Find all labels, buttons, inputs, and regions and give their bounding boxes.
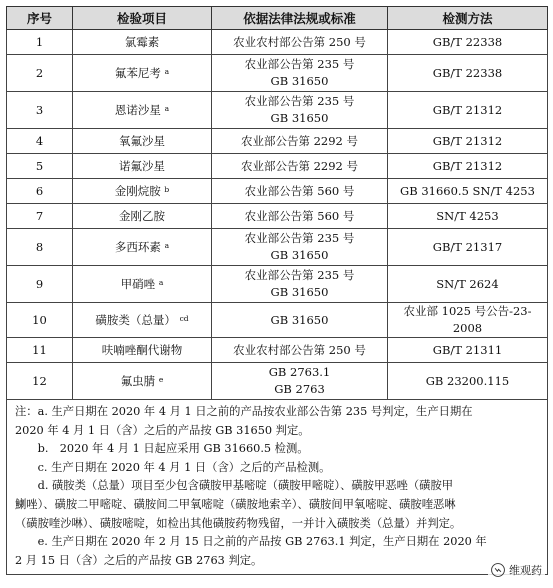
cell-serial: 5 [7, 154, 73, 179]
notes-row [7, 400, 548, 575]
cell-method: 农业部 1025 号公告-23-2008 [388, 303, 548, 338]
item-footnote-mark: a [164, 66, 170, 76]
cell-item [73, 229, 212, 266]
item-name: 甲硝唑 [120, 276, 156, 291]
cell-serial: 8 [7, 229, 73, 266]
item-name: 呋喃唑酮代谢物 [101, 342, 183, 357]
cell-item [73, 55, 212, 92]
cell-item [73, 266, 212, 303]
cell-method: GB/T 22338 [388, 55, 548, 92]
cell-serial: 9 [7, 266, 73, 303]
header-method: 检测方法 [388, 7, 548, 30]
inspection-table [6, 6, 548, 575]
cell-basis [212, 129, 388, 154]
cell-method: GB 31660.5 SN/T 4253 [388, 179, 548, 204]
cell-basis [212, 303, 388, 338]
note-line: d. 磺胺类（总量）项目至少包含磺胺甲基嘧啶（磺胺甲嘧啶）、磺胺甲恶唑（磺胺甲 [15, 479, 454, 493]
cell-basis [212, 92, 388, 129]
table-row [7, 229, 548, 266]
item-name: 氯霉素 [124, 34, 160, 49]
cell-basis [212, 266, 388, 303]
item-name: 磺胺类（总量） [95, 312, 176, 327]
cell-item [73, 363, 212, 400]
item-name: 多西环素 [114, 239, 161, 254]
watermark-text: 维观药 [509, 564, 542, 577]
cell-basis [212, 55, 388, 92]
note-line: 2020 年 4 月 1 日（含）之后的产品按 GB 31650 判定。 [15, 423, 310, 437]
table-row [7, 179, 548, 204]
cell-method: GB/T 21312 [388, 154, 548, 179]
note-line: b. 2020 年 4 月 1 日起应采用 GB 31660.5 检测。 [15, 442, 309, 456]
basis-line: 农业部公告第 2292 号 [240, 158, 359, 173]
cell-serial: 11 [7, 338, 73, 363]
basis-line: 农业部公告第 235 号 [244, 231, 355, 245]
table-row [7, 55, 548, 92]
item-footnote-mark: b [164, 184, 170, 194]
cell-method: GB/T 21317 [388, 229, 548, 266]
cell-method: GB/T 22338 [388, 30, 548, 55]
basis-line: 农业部公告第 235 号 [244, 57, 355, 71]
table-row [7, 154, 548, 179]
item-name: 金刚烷胺 [114, 183, 161, 198]
table-row [7, 129, 548, 154]
watermark [488, 561, 545, 579]
header-basis: 依据法律法规或标准 [212, 7, 388, 30]
item-footnote-mark: e [158, 374, 164, 384]
basis-line: GB 2763.1 [268, 365, 331, 379]
table-row [7, 266, 548, 303]
note-line: （磺胺喹沙啉）、磺胺嘧啶，如检出其他磺胺药物残留，一并计入磺胺类（总量）并判定。 [15, 516, 462, 530]
cell-item [73, 129, 212, 154]
table-row [7, 30, 548, 55]
table-row [7, 363, 548, 400]
cell-item [73, 179, 212, 204]
cell-basis [212, 338, 388, 363]
basis-line: 农业部公告第 560 号 [244, 183, 355, 198]
item-name: 氟虫腈 [120, 373, 156, 388]
cell-method: GB 23200.115 [388, 363, 548, 400]
table-row [7, 204, 548, 229]
note-line: 2 月 15 日（含）之后的产品按 GB 2763 判定。 [15, 553, 263, 567]
note-line: 注：a. 生产日期在 2020 年 4 月 1 日之前的产品按农业部公告第 235 号判定，生产日期在 [15, 405, 473, 418]
note-line: c. 生产日期在 2020 年 4 月 1 日（含）之后的产品检测。 [15, 460, 331, 474]
table-header-row [7, 7, 548, 30]
cell-method: GB/T 21312 [388, 92, 548, 129]
item-footnote-mark: a [164, 103, 170, 113]
basis-line: GB 2763 [274, 382, 325, 396]
cell-serial: 6 [7, 179, 73, 204]
cell-basis [212, 363, 388, 400]
notes-cell [7, 400, 548, 575]
item-name: 诺氟沙星 [119, 158, 165, 173]
table-row [7, 303, 548, 338]
cell-serial: 1 [7, 30, 73, 55]
basis-line: GB 31650 [270, 248, 329, 262]
cell-serial: 2 [7, 55, 73, 92]
basis-line: 农业农村部公告第 250 号 [233, 342, 366, 357]
basis-line: 农业部公告第 235 号 [244, 268, 355, 282]
cell-method: SN/T 2624 [388, 266, 548, 303]
table-row [7, 92, 548, 129]
cell-item [73, 92, 212, 129]
cell-serial: 4 [7, 129, 73, 154]
header-serial: 序号 [7, 7, 73, 30]
item-name: 氟苯尼考 [114, 65, 161, 80]
item-footnote-mark: cd [179, 313, 189, 323]
cell-method: SN/T 4253 [388, 204, 548, 229]
header-item: 检验项目 [73, 7, 212, 30]
cell-item [73, 338, 212, 363]
basis-line: 农业部公告第 560 号 [244, 208, 355, 223]
item-name: 氧氟沙星 [119, 133, 165, 148]
basis-line: GB 31650 [270, 74, 329, 88]
cell-item [73, 204, 212, 229]
item-footnote-mark: a [164, 240, 170, 250]
cell-basis [212, 179, 388, 204]
cell-serial: 10 [7, 303, 73, 338]
note-line: e. 生产日期在 2020 年 2 月 15 日之前的产品按 GB 2763.1 判定，生产日期在 2020 年 [15, 535, 487, 549]
cell-basis [212, 204, 388, 229]
cell-serial: 3 [7, 92, 73, 129]
cell-basis [212, 30, 388, 55]
cell-item [73, 154, 212, 179]
cell-item [73, 30, 212, 55]
basis-line: 农业部公告第 235 号 [244, 94, 355, 108]
cell-serial: 12 [7, 363, 73, 400]
basis-line: 农业农村部公告第 250 号 [233, 34, 366, 49]
item-footnote-mark: a [158, 277, 164, 287]
basis-line: GB 31650 [270, 285, 329, 299]
item-name: 金刚乙胺 [119, 208, 165, 223]
cell-method: GB/T 21312 [388, 129, 548, 154]
table-body [7, 30, 548, 400]
cell-basis [212, 154, 388, 179]
wechat-icon [491, 563, 505, 577]
table-row [7, 338, 548, 363]
item-name: 恩诺沙星 [114, 102, 161, 117]
note-line: 鯻唑）、磺胺二甲嘧啶、磺胺间二甲氧嘧啶（磺胺地索辛）、磺胺间甲氧嘧啶、磺胺喹恶啉 [15, 497, 456, 511]
basis-line: GB 31650 [270, 111, 329, 125]
cell-item [73, 303, 212, 338]
basis-line: 农业部公告第 2292 号 [240, 133, 359, 148]
cell-basis [212, 229, 388, 266]
cell-serial: 7 [7, 204, 73, 229]
cell-method: GB/T 21311 [388, 338, 548, 363]
basis-line: GB 31650 [270, 312, 329, 327]
